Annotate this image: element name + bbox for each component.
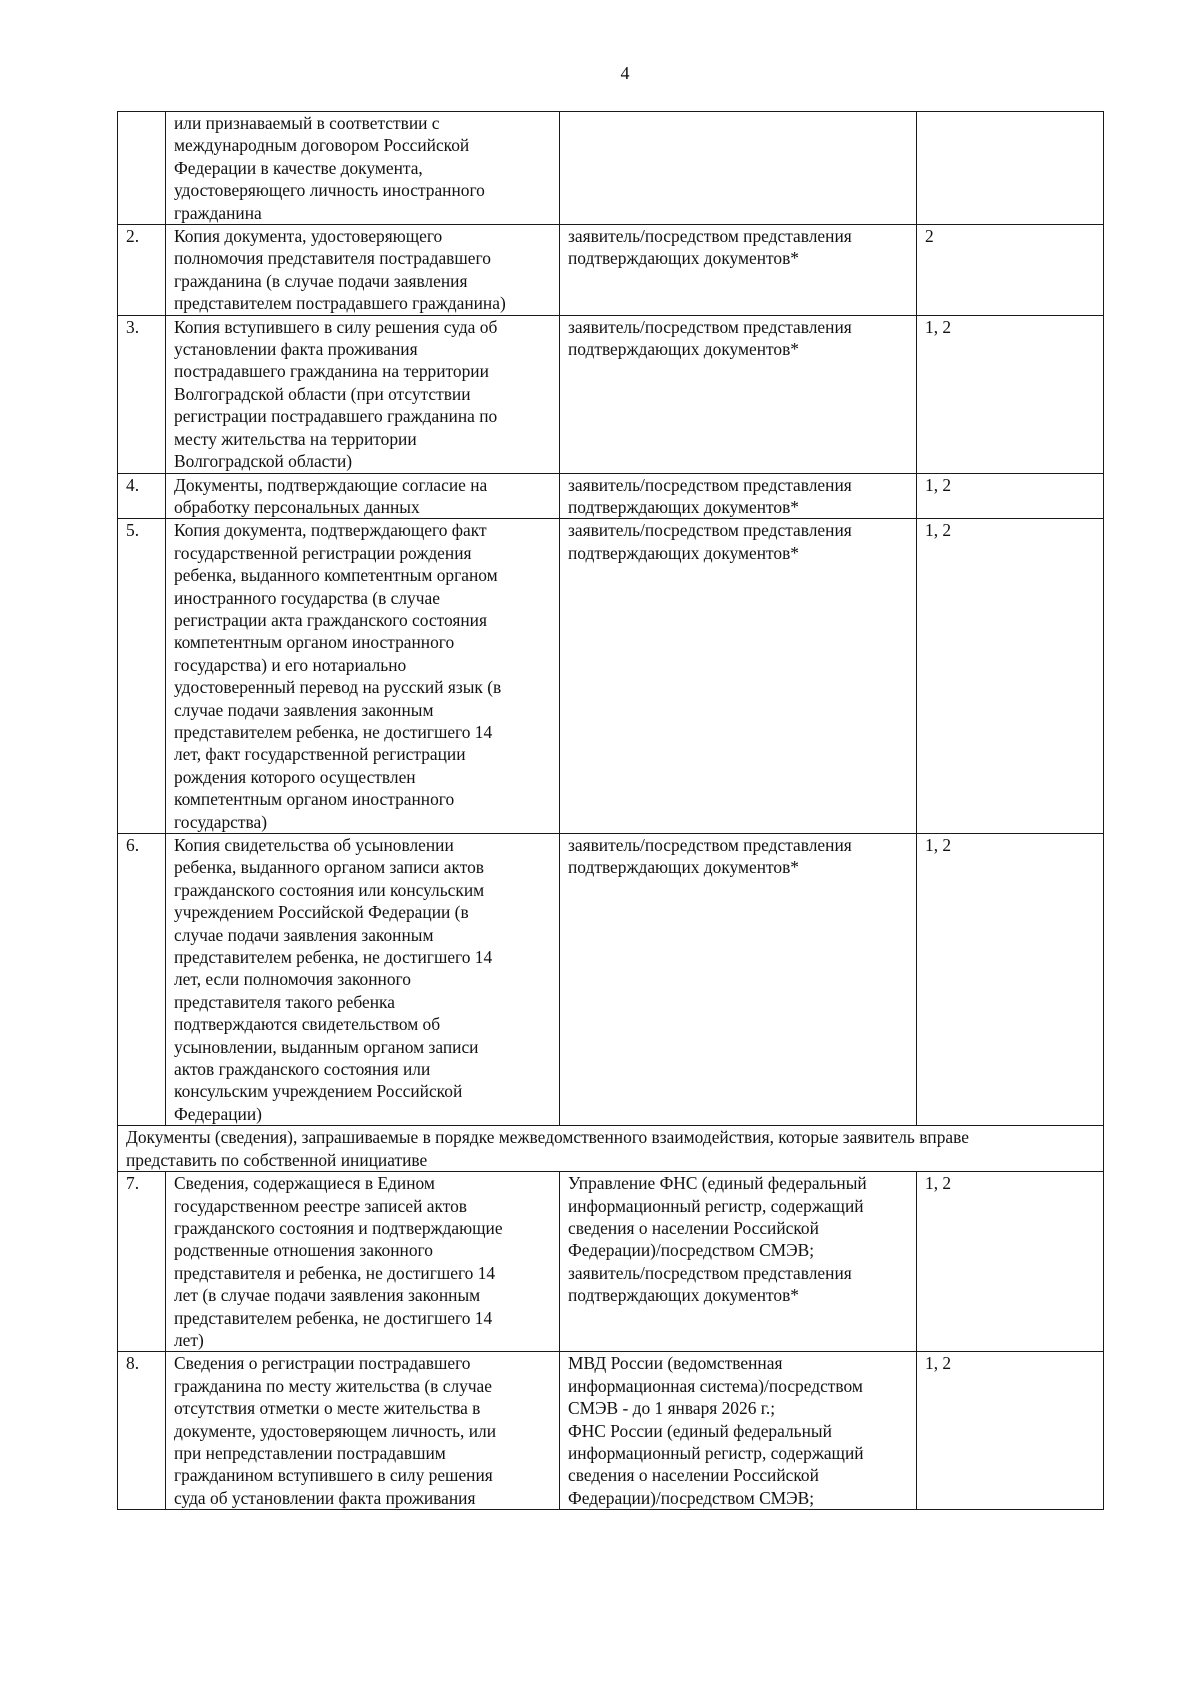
table-row — [118, 834, 1104, 1126]
document-name: Сведения о регистрации пострадавшего гражданина по месту жительства (в случае отсутствия отметки о месте жительства в документе, удостоверяющем личность, или при непредставлении пострадавшим гражданином вступившего в силу решения суда об установлении факта проживания — [166, 1352, 560, 1510]
document-source: заявитель/посредством представления подтверждающих документов* — [560, 834, 917, 1126]
document-source — [560, 112, 917, 225]
section-heading: Документы (сведения), запрашиваемые в порядке межведомственного взаимодействия, которые заявитель вправе представить по собственной инициативе — [118, 1126, 1104, 1172]
document-name: Сведения, содержащиеся в Едином государственном реестре записей актов гражданского состояния и подтверждающие родственные отношения законного представителя и ребенка, не достигшего 14 лет (в случае подачи заявления законным представителем ребенка, не достигшего 14 лет) — [166, 1172, 560, 1352]
row-number: 5. — [118, 519, 166, 834]
row-number: 2. — [118, 225, 166, 316]
document-source: заявитель/посредством представления подтверждающих документов* — [560, 519, 917, 834]
document-source: заявитель/посредством представления подтверждающих документов* — [560, 225, 917, 316]
documents-table — [117, 111, 1104, 1510]
document-source: заявитель/посредством представления подтверждающих документов* — [560, 473, 917, 519]
applicant-group: 2 — [917, 225, 1104, 316]
document-name: Копия вступившего в силу решения суда об установлении факта проживания пострадавшего гражданина на территории Волгоградской области (при отсутствии регистрации пострадавшего гражданина по месту жительства на территории Волгоградской области) — [166, 315, 560, 473]
document-source: заявитель/посредством представления подтверждающих документов* — [560, 315, 917, 473]
table-row — [118, 1352, 1104, 1510]
page-number: 4 — [620, 63, 630, 83]
table-row — [118, 473, 1104, 519]
applicant-group: 1, 2 — [917, 473, 1104, 519]
document-name: Копия документа, подтверждающего факт государственной регистрации рождения ребенка, выданного компетентным органом иностранного государства (в случае регистрации акта гражданского состояния компетентным органом иностранного государства) и его нотариально удостоверенный перевод на русский язык (в случае подачи заявления законным представителем ребенка, не достигшего 14 лет, факт государственной регистрации рождения которого осуществлен компетентным органом иностранного государства) — [166, 519, 560, 834]
table-row — [118, 1172, 1104, 1352]
applicant-group: 1, 2 — [917, 519, 1104, 834]
applicant-group: 1, 2 — [917, 834, 1104, 1126]
row-number: 8. — [118, 1352, 166, 1510]
row-number: 7. — [118, 1172, 166, 1352]
applicant-group: 1, 2 — [917, 1172, 1104, 1352]
row-number: 4. — [118, 473, 166, 519]
document-source: Управление ФНС (единый федеральный информационный регистр, содержащий сведения о населении Российской Федерации)/посредством СМЭВ; заявитель/посредством представления подтверждающих документов* — [560, 1172, 917, 1352]
document-name: Копия свидетельства об усыновлении ребенка, выданного органом записи актов гражданского состояния или консульским учреждением Российской Федерации (в случае подачи заявления законным представителем ребенка, не достигшего 14 лет, если полномочия законного представителя такого ребенка подтверждаются свидетельством об усыновлении, выданным органом записи актов гражданского состояния или консульским учреждением Российской Федерации) — [166, 834, 560, 1126]
document-source: МВД России (ведомственная информационная система)/посредством СМЭВ - до 1 января 2026 г.; ФНС России (единый федеральный информационный регистр, содержащий сведения о населении Российской Федерации)/посредством СМЭВ; — [560, 1352, 917, 1510]
applicant-group: 1, 2 — [917, 1352, 1104, 1510]
table-row — [118, 315, 1104, 473]
row-number: 3. — [118, 315, 166, 473]
document-name: или признаваемый в соответствии с международным договором Российской Федерации в качестве документа, удостоверяющего личность иностранного гражданина — [166, 112, 560, 225]
section-heading-row — [118, 1126, 1104, 1172]
row-number — [118, 112, 166, 225]
table-row — [118, 225, 1104, 316]
document-name: Документы, подтверждающие согласие на обработку персональных данных — [166, 473, 560, 519]
applicant-group — [917, 112, 1104, 225]
table-row — [118, 112, 1104, 225]
document-name: Копия документа, удостоверяющего полномочия представителя пострадавшего гражданина (в случае подачи заявления представителем пострадавшего гражданина) — [166, 225, 560, 316]
applicant-group: 1, 2 — [917, 315, 1104, 473]
row-number: 6. — [118, 834, 166, 1126]
table-row — [118, 519, 1104, 834]
